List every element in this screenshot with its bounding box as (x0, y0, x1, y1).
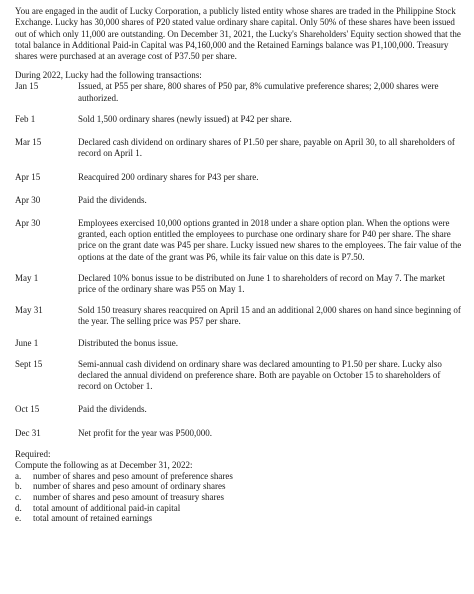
item-letter: a. (15, 470, 22, 481)
transactions-heading: During 2022, Lucky had the following transactions: (15, 70, 202, 81)
transaction-text: Net profit for the year was P500,000. (78, 427, 212, 438)
transaction-text: Reacquired 200 ordinary shares for P43 per share. (78, 171, 259, 182)
required-section (15, 449, 462, 524)
required-instruction: Compute the following as at December 31, 2022: (15, 459, 193, 470)
required-item (15, 513, 462, 524)
transaction-row (15, 305, 462, 327)
item-letter: e. (15, 513, 22, 524)
transaction-row (15, 404, 462, 415)
transaction-row (15, 195, 462, 206)
transaction-row (15, 273, 462, 295)
item-text: number of shares and peso amount of preference shares (33, 470, 233, 481)
transaction-date: Apr 30 (15, 217, 41, 228)
transaction-text: Distributed the bonus issue. (78, 337, 178, 348)
required-item (15, 481, 462, 492)
transaction-row (15, 172, 462, 183)
transaction-date: Dec 31 (15, 427, 41, 438)
transaction-row (15, 137, 462, 159)
transaction-row (15, 359, 462, 393)
required-heading: Required: (15, 448, 51, 459)
item-text: number of shares and peso amount of ordinary shares (33, 481, 226, 492)
transaction-row (15, 218, 462, 263)
transaction-date: Apr 15 (15, 171, 41, 182)
transaction-text: Sold 1,500 ordinary shares (newly issued) at P42 per share. (78, 113, 292, 124)
transaction-text: Paid the dividends. (78, 194, 147, 205)
transaction-text: Declared cash dividend on ordinary shares of P1.50 per share, payable on April 30, to all shareholders of record on April 1. (78, 137, 455, 159)
transaction-date: May 1 (15, 272, 39, 283)
transaction-text: Employees exercised 10,000 options granted in 2018 under a share option plan. When the options were granted, each option entitled the employees to purchase one ordinary share for P40 per share. The share price on the grant date was P45 per share. Lucky issued new shares to the employees. The fair value of the options at the date of the grant was P6, while its fair value on this date is P7.50. (78, 217, 462, 262)
item-text: number of shares and peso amount of treasury shares (33, 491, 224, 502)
transaction-date: Sept 15 (15, 358, 43, 369)
transaction-row (15, 338, 462, 349)
item-text: total amount of additional paid-in capital (33, 502, 181, 513)
item-letter: b. (15, 481, 22, 492)
transaction-text: Semi-annual cash dividend on ordinary share was declared amounting to P1.50 per share. Lucky also declared the annual dividend on preference share. Both are payable on October 15 to shareholders of record on October 1. (78, 358, 442, 392)
transaction-date: June 1 (15, 337, 39, 348)
item-letter: c. (15, 491, 22, 502)
transaction-date: Oct 15 (15, 404, 40, 415)
transaction-date: Feb 1 (15, 113, 36, 124)
required-item (15, 492, 462, 503)
transaction-date: May 31 (15, 305, 43, 316)
transaction-date: Mar 15 (15, 137, 42, 148)
transactions-list (15, 81, 462, 438)
intro-paragraph: You are engaged in the audit of Lucky Corporation, a publicly listed entity whose shares are traded in the Philippine Stock Exchange. Lucky has 30,000 shares of P20 stated value ordinary share capital. Only 50% of these shares have been issued out of which only 11,000 are outstanding. On December 31, 2021, the Lucky's Shareholders' Equity section showed that the total balance in Additional Paid-in Capital was P4,160,000 and the Retained Earnings balance was P1,100,000. Treasury shares were purchased at an average cost of P37.50 per share. (15, 6, 461, 62)
transaction-row (15, 81, 462, 103)
item-text: total amount of retained earnings (33, 513, 152, 524)
transaction-date: Apr 30 (15, 194, 41, 205)
transaction-date: Jan 15 (15, 81, 39, 92)
required-item (15, 471, 462, 482)
transaction-text: Paid the dividends. (78, 404, 147, 415)
transaction-row (15, 114, 462, 125)
transaction-text: Issued, at P55 per share, 800 shares of P50 par, 8% cumulative preference shares; 2,000 shares were authorized. (78, 81, 439, 103)
required-list (15, 471, 462, 524)
required-item (15, 503, 462, 514)
transaction-text: Sold 150 treasury shares reacquired on April 15 and an additional 2,000 shares on hand since beginning of the year. The selling price was P57 per share. (78, 305, 461, 327)
transaction-text: Declared 10% bonus issue to be distributed on June 1 to shareholders of record on May 7. The market price of the ordinary share was P55 on May 1. (78, 272, 445, 294)
item-letter: d. (15, 502, 22, 513)
transaction-row (15, 428, 462, 439)
